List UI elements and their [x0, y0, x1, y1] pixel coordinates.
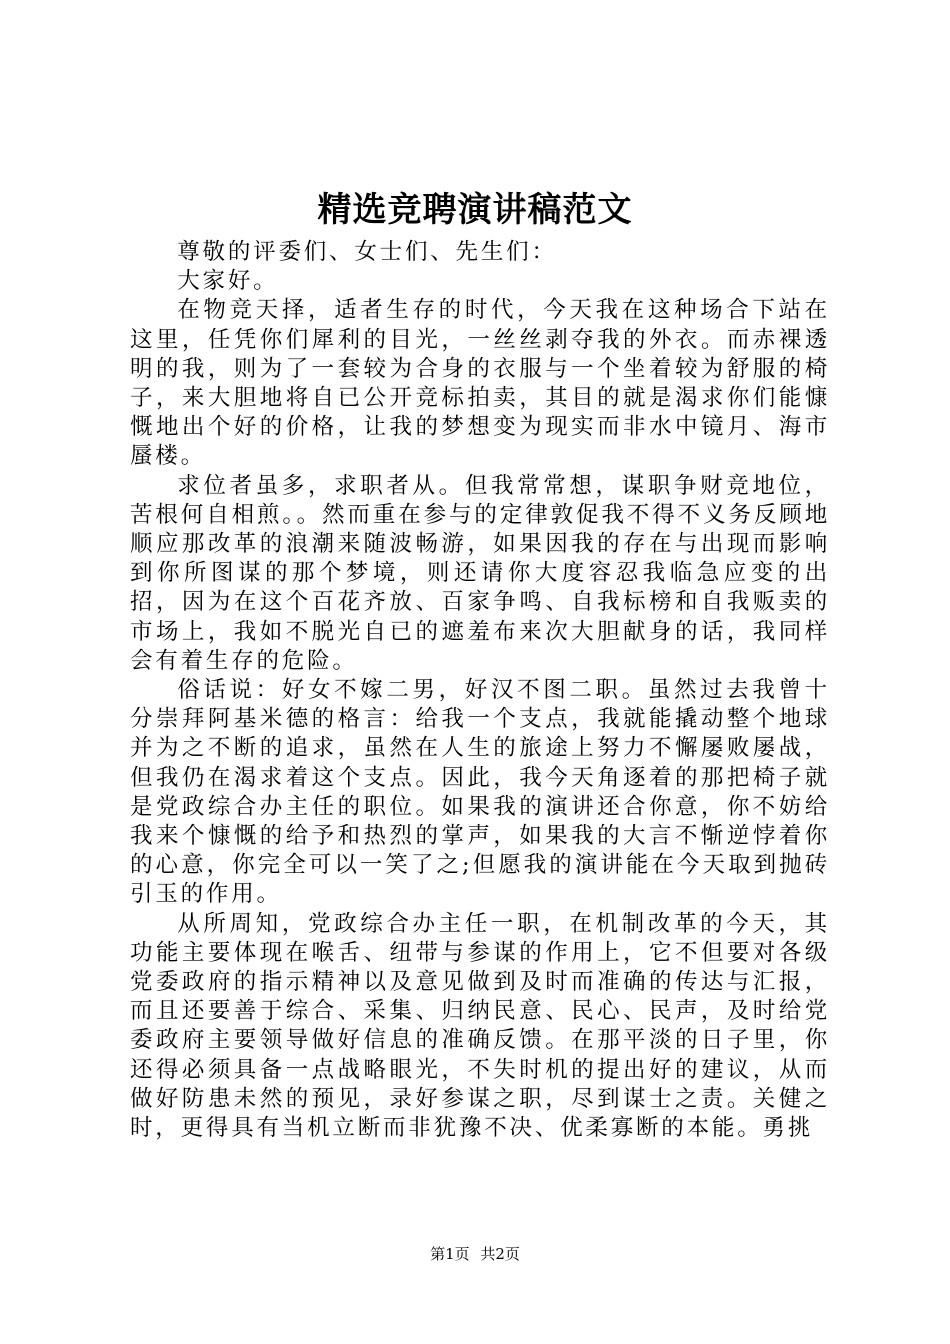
document-body: [130, 238, 830, 1143]
salutation-paragraph: 尊敬的评委们、女士们、先生们：: [177, 239, 557, 265]
body-paragraph: 俗话说：好女不嫁二男，好汉不图二职。虽然过去我曾十分崇拜阿基米德的格言：给我一个支点，我就能撬动整个地球并为之不断的追求，虽然在人生的旅途上努力不懈屡败屡战，但我仍在渴求着这个支点。因此，我今天角逐着的那把椅子就是党政综合办主任的职位。如果我的演讲还合你意，你不妨给我来个慷慨的给予和热烈的掌声，如果我的大言不惭逆悖着你的心意，你完全可以一笑了之;但愿我的演讲能在今天取到抛砖引玉的作用。: [130, 677, 830, 908]
page-number: 第1页: [430, 1245, 470, 1263]
body-paragraph: 求位者虽多，求职者从。但我常常想，谋职争财竞地位，苦根何自相煎。。然而重在参与的定律敦促我不得不义务反顾地顺应那改革的浪潮来随波畅游，如果因我的存在与出现而影响到你所图谋的那个梦境，则还请你大度容忍我临急应变的出招，因为在这个百花齐放、百家争鸣、自我标榜和自我贩卖的市场上，我如不脱光自已的遮羞布来次大胆献身的话，我同样会有着生存的危险。: [130, 472, 830, 674]
greeting-paragraph: 大家好。: [177, 268, 279, 295]
body-paragraph: 从所周知，党政综合办主任一职，在机制改革的今天，其功能主要体现在喉舌、纽带与参谋的作用上，它不但要对各级党委政府的指示精神以及意见做到及时而准确的传达与汇报，而且还要善于综合、采集、归纳民意、民心、民声，及时给党委政府主要领导做好信息的准确反馈。在那平淡的日子里，你还得必须具备一点战略眼光，不失时机的提出好的建议，从而做好防患未然的预见，录好参谋之职，尽到谋士之责。关健之时，更得具有当机立断而非犹豫不决、优柔寡断的本能。勇挑: [130, 910, 830, 1142]
document-title: 精选竞聘演讲稿范文: [317, 190, 633, 230]
body-paragraph: 在物竞天择，适者生存的时代，今天我在这种场合下站在这里，任凭你们犀利的目光，一丝丝剥夺我的外衣。而赤裸透明的我，则为了一套较为合身的衣服与一个坐着较为舒服的椅子，来大胆地将自已公开竞标拍卖，其目的就是渴求你们能慷慨地出个好的价格，让我的梦想变为现实而非水中镜月、海市蜃楼。: [130, 297, 830, 470]
page-total: 共2页: [480, 1245, 520, 1263]
page-footer: [0, 1242, 950, 1266]
